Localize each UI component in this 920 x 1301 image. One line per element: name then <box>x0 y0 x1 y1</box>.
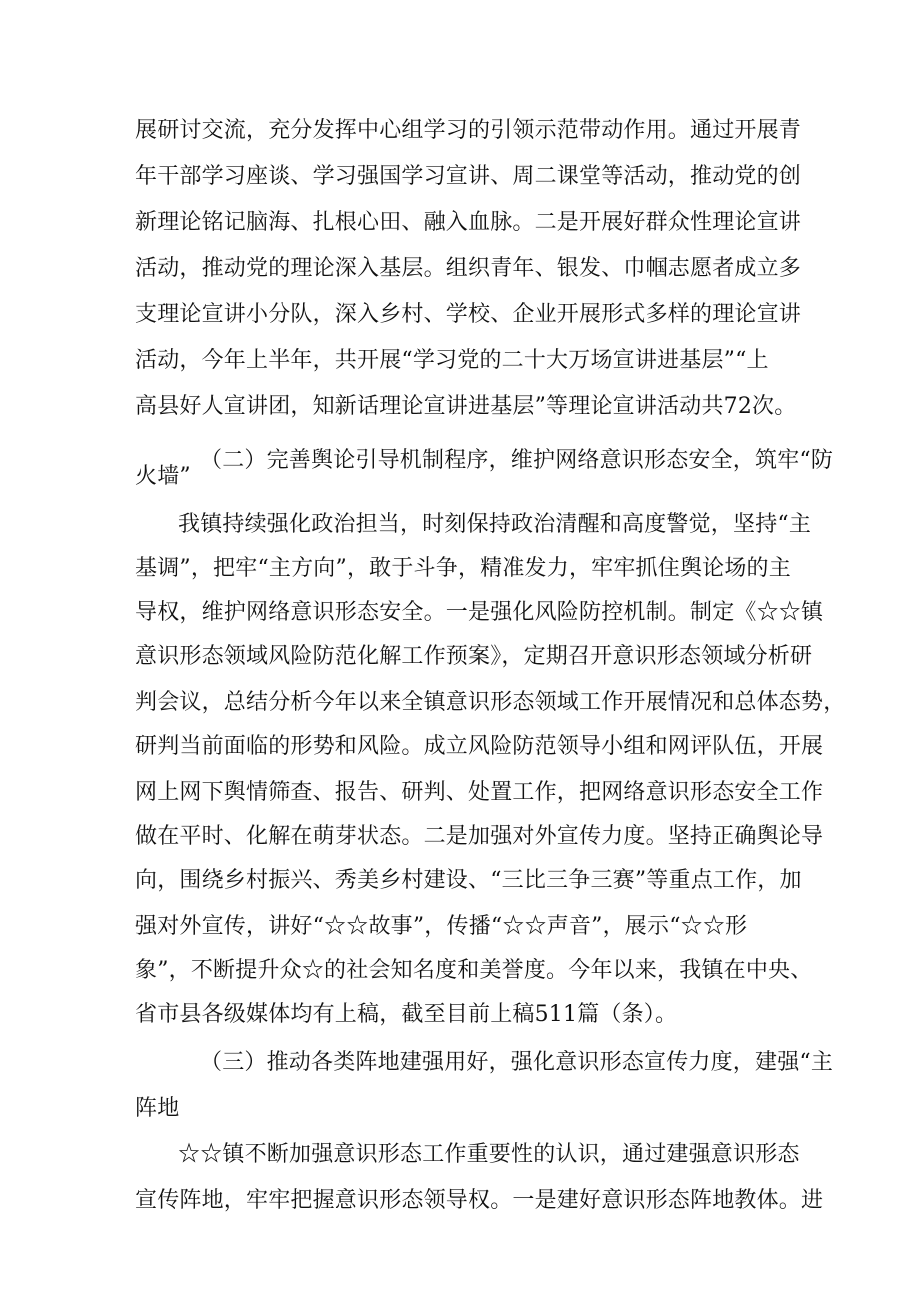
heading-line: 阵地 <box>135 1096 180 1121</box>
text-line: 支理论宣讲小分队，深入乡村、学校、企业开展形式多样的理论宣讲 <box>135 302 802 327</box>
text-line: 判会议，总结分析今年以来全镇意识形态领域工作开展情况和总体态势， <box>135 690 846 715</box>
text-line: 活动，推动党的理论深入基层。组织青年、银发、巾帼志愿者成立多 <box>135 256 802 281</box>
text-line: 向，围绕乡村振兴、秀美乡村建设、“三比三争三赛”等重点工作，加 <box>135 868 802 893</box>
text-line: ☆☆镇不断加强意识形态工作重要性的认识，通过建强意识形态 <box>178 1142 800 1167</box>
text-line: 基调”，把牢“主方向”，敢于斗争，精准发力，牢牢抓住舆论场的主 <box>135 556 791 581</box>
text-line: 做在平时、化解在萌芽状态。二是加强对外宣传力度。坚持正确舆论导 <box>135 824 824 849</box>
text-line: 网上网下舆情筛查、报告、研判、处置工作，把网络意识形态安全工作 <box>135 780 824 805</box>
text-line: 强对外宣传，讲好“☆☆故事”，传播“☆☆声音”，展示“☆☆形 <box>135 914 748 939</box>
text-line: 新理论铭记脑海、扎根心田、融入血脉。二是开展好群众性理论宣讲 <box>135 210 802 235</box>
text-line: 高县好人宣讲团，知新话理论宣讲进基层”等理论宣讲活动共72次。 <box>135 394 797 419</box>
heading-line: 火墙” <box>135 464 191 489</box>
text-line: 省市县各级媒体均有上稿，截至目前上稿511篇（条）。 <box>135 1002 678 1027</box>
text-line: 象”，不断提升众☆的社会知名度和美誉度。今年以来，我镇在中央、 <box>135 958 813 983</box>
text-line: 展研讨交流，充分发挥中心组学习的引领示范带动作用。通过开展青 <box>135 118 802 143</box>
text-line: 宣传阵地，牢牢把握意识形态领导权。一是建好意识形态阵地教体。进 <box>135 1188 824 1213</box>
text-line: 我镇持续强化政治担当，时刻保持政治清醒和高度警觉，坚持“主 <box>178 512 812 537</box>
heading-line: （二）完善舆论引导机制程序，维护网络意识形态安全，筑牢“防 <box>200 448 834 473</box>
text-line: 年干部学习座谈、学习强国学习宣讲、周二课堂等活动，推动党的创 <box>135 164 802 189</box>
text-line: 导权，维护网络意识形态安全。一是强化风险防控机制。制定《☆☆镇 <box>135 600 824 625</box>
text-line: 活动，今年上半年，共开展“学习党的二十大万场宣讲进基层”“上 <box>135 348 769 373</box>
heading-line: （三）推动各类阵地建强用好，强化意识形态宣传力度，建强“主 <box>200 1050 834 1075</box>
text-line: 研判当前面临的形势和风险。成立风险防范领导小组和网评队伍，开展 <box>135 734 824 759</box>
text-line: 意识形态领域风险防范化解工作预案》，定期召开意识形态领域分析研 <box>135 644 813 669</box>
